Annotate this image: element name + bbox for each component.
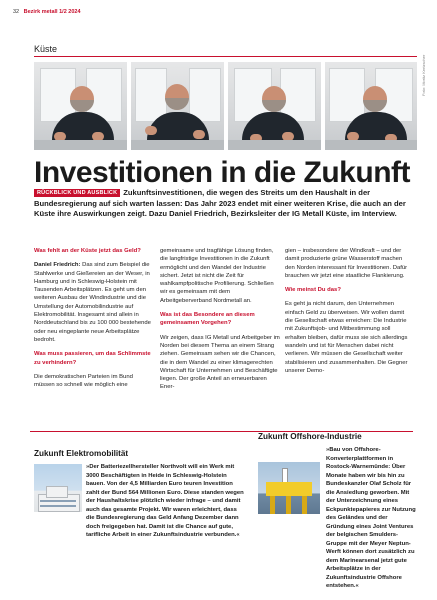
photo-1	[34, 62, 127, 150]
photo-4	[325, 62, 417, 150]
photo-2	[131, 62, 224, 150]
page-header	[13, 9, 81, 15]
photo-3	[228, 62, 321, 150]
interview-question: Was fehlt an der Küste jetzt das Geld?	[34, 248, 141, 254]
factory-image	[34, 464, 82, 512]
interview-answer: Wir zeigen, dass IG Metall und Arbeitgeber im Norden bei diesem Thema an einem Strang ziehen. Gemeinsam sehen wir die Chancen, die in dem Wandel zu einer klimagerechten Wirtschaft für Unternehmen und Beschäftigte liegen. Der große Anteil an erneuerbaren Ener-	[160, 334, 280, 391]
interview-answer: gien – insbesondere der Windkraft – und der damit produzierte grüne Wasserstoff machen den Norden interessant für Investitionen. Dafür brauchen wir jetzt eine staatliche Flankierung.	[285, 248, 408, 279]
article-headline: Investitionen in die Zukunft	[34, 156, 410, 189]
interview-answer: Es geht ja nicht darum, den Unternehmen einfach Geld zu überweisen. Wir wollen damit die Gesellschaft etwas erreichen: Die Industrie mit Zukunftsjob- und Mitbestimmung soll erhalten bleiben, dafür muss sie sich allerdings wandeln und ist für Menschen dabei nicht verlieren. Wir müssen die Gesellschaft weiter stabilisieren und zusammenhalten. Die Gegner unserer Demo-	[285, 301, 408, 374]
interview-answer: Daniel Friedrich: Das sind zum Beispiel die Stahlwerke und Gießereien an der Weser, in Hamburg und in Schleswig-Holstein mit Tausenden Arbeitsplätzen. Es geht um den weiteren Ausbau der Windindustrie und die Umstellung der Automobilindustrie auf Elektromobilität. Insgesamt sind allein in Norddeutschland bis zu 100 000 bestehende oder neu eingeplante neue Arbeitsplätze bedroht.	[34, 262, 151, 343]
offshore-platform-image	[258, 462, 320, 514]
publication-label: Bezirk metall 1/2 2024	[23, 9, 81, 15]
section-divider	[34, 56, 417, 57]
body-column-1	[34, 247, 155, 395]
body-column-3	[285, 247, 413, 381]
box-title-elektro: Zukunft Elektromobilität	[34, 449, 129, 458]
box-quote-elektro: »Der Batteriezellhersteller Northvolt will ein Werk mit 3000 Beschäftigten in Heide in Schleswig-Holstein bauen. Von der 4,5 Milliarden Euro teuren Investition zahlt der Bund 564 Millionen Euro. Diese standen wegen der Haushaltskrise plötzlich wieder infrage – und damit auch das gesamte Projekt. Wir waren erleichtert, dass die Bundesregierung das Geld Anfang Dezember dann doch freigegeben hat. Damit ist die Chance auf gute, tarifliche Arbeit in einer Zukunftsindustrie verbunden.«	[86, 464, 244, 538]
interview-question: Was muss passieren, um das Schlimmste zu verhindern?	[34, 351, 151, 366]
article-lead	[34, 188, 414, 220]
box-quote-offshore: »Bau von Offshore-Konverterplattformen in Rostock-Warnemünde: Über Monate haben wir bis hin zu Bundeskanzler Olaf Scholz für die Ansiedlung geworben. Mit der Unterzeichnung eines Eckpunktepapieres zur Nutzung des Geländes und der Gründung eines Joint Ventures der belgischen Smulders-Gruppe mit der Meyer Neptun-Werft können dort zusätzlich zu dem Marinearsenal jetzt gute Arbeitsplätze in der Zukunftsindustrie Offshore entstehen.«	[326, 447, 416, 589]
section-title: Küste	[34, 44, 58, 54]
speaker-name: Daniel Friedrich:	[34, 262, 81, 269]
lead-text: Zukunftsinvestitionen, die wegen des Streits um den Haushalt in der Bundesregierung auf sich warten lassen: Das Jahr 2023 endet mit einer weiteren Krise, die auch an der Küste ihre Auswirkungen zeigt. Dazu Daniel Friedrich, Bezirksleiter der IG Metall Küste, im Interview.	[34, 188, 406, 219]
body-column-2	[160, 247, 281, 398]
kicker-badge: RÜCKBLICK UND AUSBLICK	[34, 189, 120, 197]
box-title-offshore: Zukunft Offshore-Industrie	[258, 432, 362, 441]
interview-question: Was ist das Besondere an diesem gemeinsamen Vorgehen?	[160, 312, 255, 327]
interview-answer: gemeinsame und tragfähige Lösung finden, die langfristige Investitionen in die Zukunft ermöglicht und den Wandel der Industrie sichert. Jetzt ist nicht die Zeit für wahlkampfpolitische Profilierung. Schließen wir es gemeinsam mit dem Arbeitgeberverband Nordmetall an.	[160, 248, 274, 304]
page-number: 32	[13, 9, 20, 15]
interview-question: Wie meinst Du das?	[285, 287, 341, 294]
photo-credit: Foto: Moritz Kertzscher	[421, 54, 426, 96]
interview-answer: Die demokratischen Parteien im Bund müssen so schnell wie möglich eine	[34, 373, 133, 389]
